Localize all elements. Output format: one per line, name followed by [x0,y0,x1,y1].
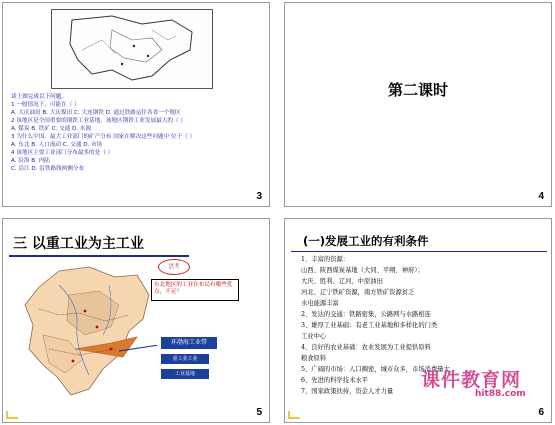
watermark-text: 课件教育网 [421,369,522,391]
content-line: 粮食原料 [301,355,327,362]
content-line: 山西、陕西煤炭基地（大同、平朔、神府）； [301,267,424,274]
question-line: A. 大庆油田 B. 大庆煤田 C. 大连钢铁 D. 通过铁路运往各省一个地区 [11,110,181,116]
region-button[interactable]: 工业基地 [161,369,209,379]
title-underline [9,255,189,257]
question-callout: 东北地区的工业在布局有哪些优点，不足？ [151,279,239,301]
content-line: 7、国家政策扶持，资金人才力量 [301,388,394,395]
question-line: 2 该地区是全国重要的钢铁工业基地，该地区钢铁工业发展最大的（ ） [11,118,186,124]
slide-number: 3 [256,191,262,202]
question-line: 读上图完成以下问题。 [11,94,67,100]
question-line: C. 沿江 D. 沿铁路线两侧分布 [11,166,85,172]
question-line: A. 东北 B. 人口流动 C. 交通 D. 市场 [11,142,103,148]
question-line: 3 为什么中国、最大工业部门的矿产分布 国家在解决这些问题中 位于（ ） [11,134,196,140]
region-button[interactable]: 环渤海工业带 [161,337,217,349]
content-line: 工业中心 [301,333,327,340]
title-underline [291,251,547,252]
slide-4-thumbnail[interactable] [284,2,552,207]
slide-5-thumbnail[interactable] [2,218,270,423]
question-line: A. 沿海 B. 内陆 [11,158,50,164]
content-line: 3、雄厚工业基础：有老工业基地和多样化的门类 [301,322,438,329]
slide-title: 三 以重工业为主工业 [13,236,144,252]
slide-title: (一)发展工业的有利条件 [303,234,429,248]
content-line: 河北、辽宁铁矿资源，南方铁矿资源贫乏 [301,289,415,296]
industry-map-image [19,265,157,399]
content-line: 2、发达的交通：铁路密集，公路网与水路相连 [301,311,431,318]
slide-6-thumbnail[interactable] [284,218,552,423]
watermark-url: hit88.com [475,389,526,399]
slide-corner-decoration [6,411,18,419]
slide-number: 6 [538,407,544,418]
slide-number: 4 [538,191,544,202]
question-line: 1 一般情况下，可能在（ ） [11,102,80,108]
slide-title: 第二课时 [387,81,448,99]
region-button[interactable]: 重工业工业 [161,354,209,364]
slide-corner-decoration [288,411,300,419]
content-line: 水电能源丰富 [301,300,339,307]
slide-3-thumbnail[interactable] [2,2,270,207]
content-line: 大庆、胜利、辽河、中原油田 [301,278,383,285]
question-line: 4 该地区主要工业部门分布最多的是（ ） [11,150,114,156]
content-line: 6、先进的科学技术水平 [301,377,368,384]
content-line: 5、广阔的市场：人口稠密，城市众多，市场消费量大 [301,366,450,373]
content-line: 1、丰富的资源： [301,256,350,263]
think-bubble: 思考 [158,259,190,275]
content-line: 4、良好的农业基础：农业发展为工业提供原料 [301,344,431,351]
northeast-map-image [51,9,213,89]
question-line: A. 煤炭 B. 铁矿 C. 交通 D. 水源 [11,126,92,132]
slide-number: 5 [256,407,262,418]
